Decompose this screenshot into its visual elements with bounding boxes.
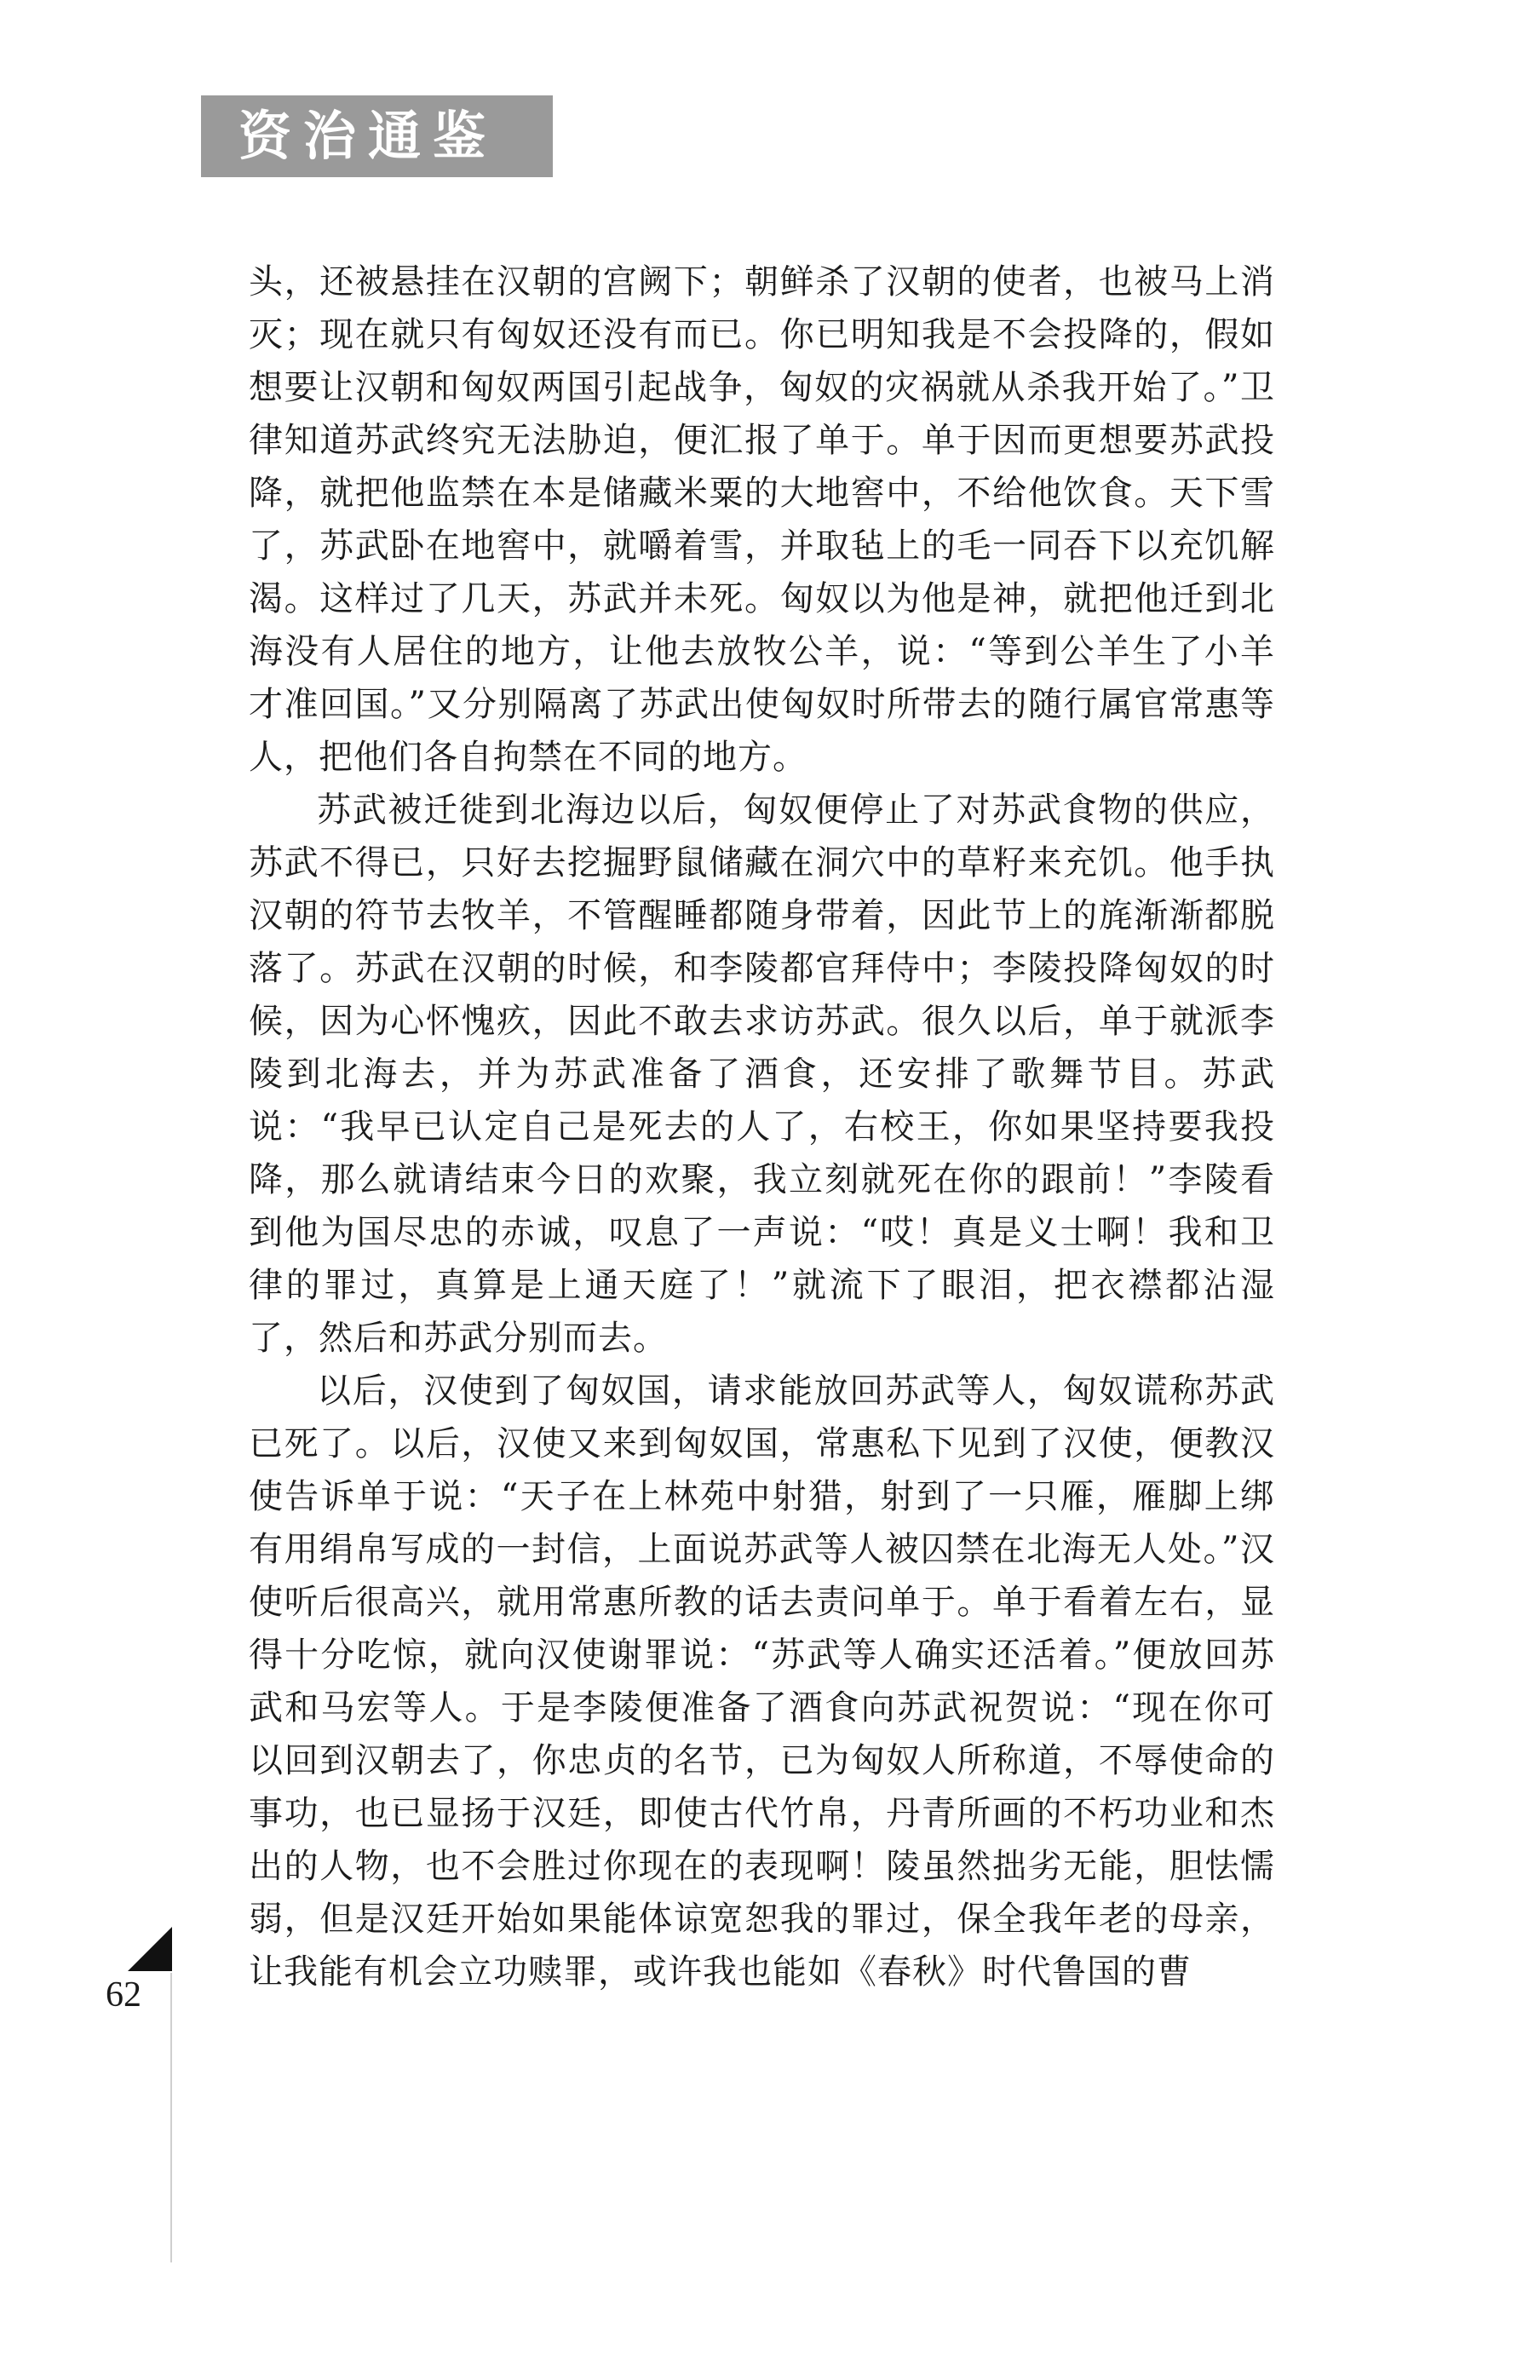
paragraph: 苏武被迁徙到北海边以后，匈奴便停止了对苏武食物的供应，苏武不得已，只好去挖掘野鼠储藏在洞穴中的草籽来充饥。他手执汉朝的符节去牧羊，不管醒睡都随身带着，因此节上的旄渐渐都脱落了。苏武在汉朝的时候，和李陵都官拜侍中；李陵投降匈奴的时候，因为心怀愧疚，因此不敢去求访苏武。很久以后，单于就派李陵到北海去，并为苏武准备了酒食，还安排了歌舞节目。苏武说：“我早已认定自己是死去的人了，右校王，你如果坚持要我投降，那么就请结束今日的欢聚，我立刻就死在你的跟前！”李陵看到他为国尽忠的赤诚，叹息了一声说：“哎！真是义士啊！我和卫律的罪过，真算是上通天庭了！”就流下了眼泪，把衣襟都沾湿了，然后和苏武分别而去。 [249, 790, 1275, 1358]
page-number: 62 [106, 1975, 141, 2015]
paragraph: 头，还被悬挂在汉朝的宫阙下；朝鲜杀了汉朝的使者，也被马上消灭；现在就只有匈奴还没有而已。你已明知我是不会投降的，假如想要让汉朝和匈奴两国引起战争，匈奴的灾祸就从杀我开始了。”卫律知道苏武终究无法胁迫，便汇报了单于。单于因而更想要苏武投降，就把他监禁在本是储藏米粟的大地窖中，不给他饮食。天下雪了，苏武卧在地窖中，就嚼着雪，并取毡上的毛一同吞下以充饥解渴。这样过了几天，苏武并未死。匈奴以为他是神，就把他迁到北海没有人居住的地方，让他去放牧公羊，说：“等到公羊生了小羊才准回国。”又分别隔离了苏武出使匈奴时所带去的随行属官常惠等人，把他们各自拘禁在不同的地方。 [249, 262, 1275, 777]
page-corner-triangle [128, 1927, 172, 1971]
margin-rule [170, 1973, 172, 2262]
book-title: 资治通鉴 [238, 105, 498, 167]
paragraph: 以后，汉使到了匈奴国，请求能放回苏武等人，匈奴谎称苏武已死了。以后，汉使又来到匈奴国，常惠私下见到了汉使，便教汉使告诉单于说：“天子在上林苑中射猎，射到了一只雁，雁脚上绑有用绢帛写成的一封信，上面说苏武等人被囚禁在北海无人处。”汉使听后很高兴，就用常惠所教的话去责问单于。单于看着左右，显得十分吃惊，就向汉使谢罪说：“苏武等人确实还活着。”便放回苏武和马宏等人。于是李陵便准备了酒食向苏武祝贺说：“现在你可以回到汉朝去了，你忠贞的名节，已为匈奴人所称道，不辱使命的事功，也已显扬于汉廷，即使古代竹帛，丹青所画的不朽功业和杰出的人物，也不会胜过你现在的表现啊！陵虽然拙劣无能，胆怯懦弱，但是汉廷开始如果能体谅宽恕我的罪过，保全我年老的母亲，让我能有机会立功赎罪，或许我也能如《春秋》时代鲁国的曹 [249, 1371, 1275, 1992]
body-text [249, 256, 1275, 1998]
